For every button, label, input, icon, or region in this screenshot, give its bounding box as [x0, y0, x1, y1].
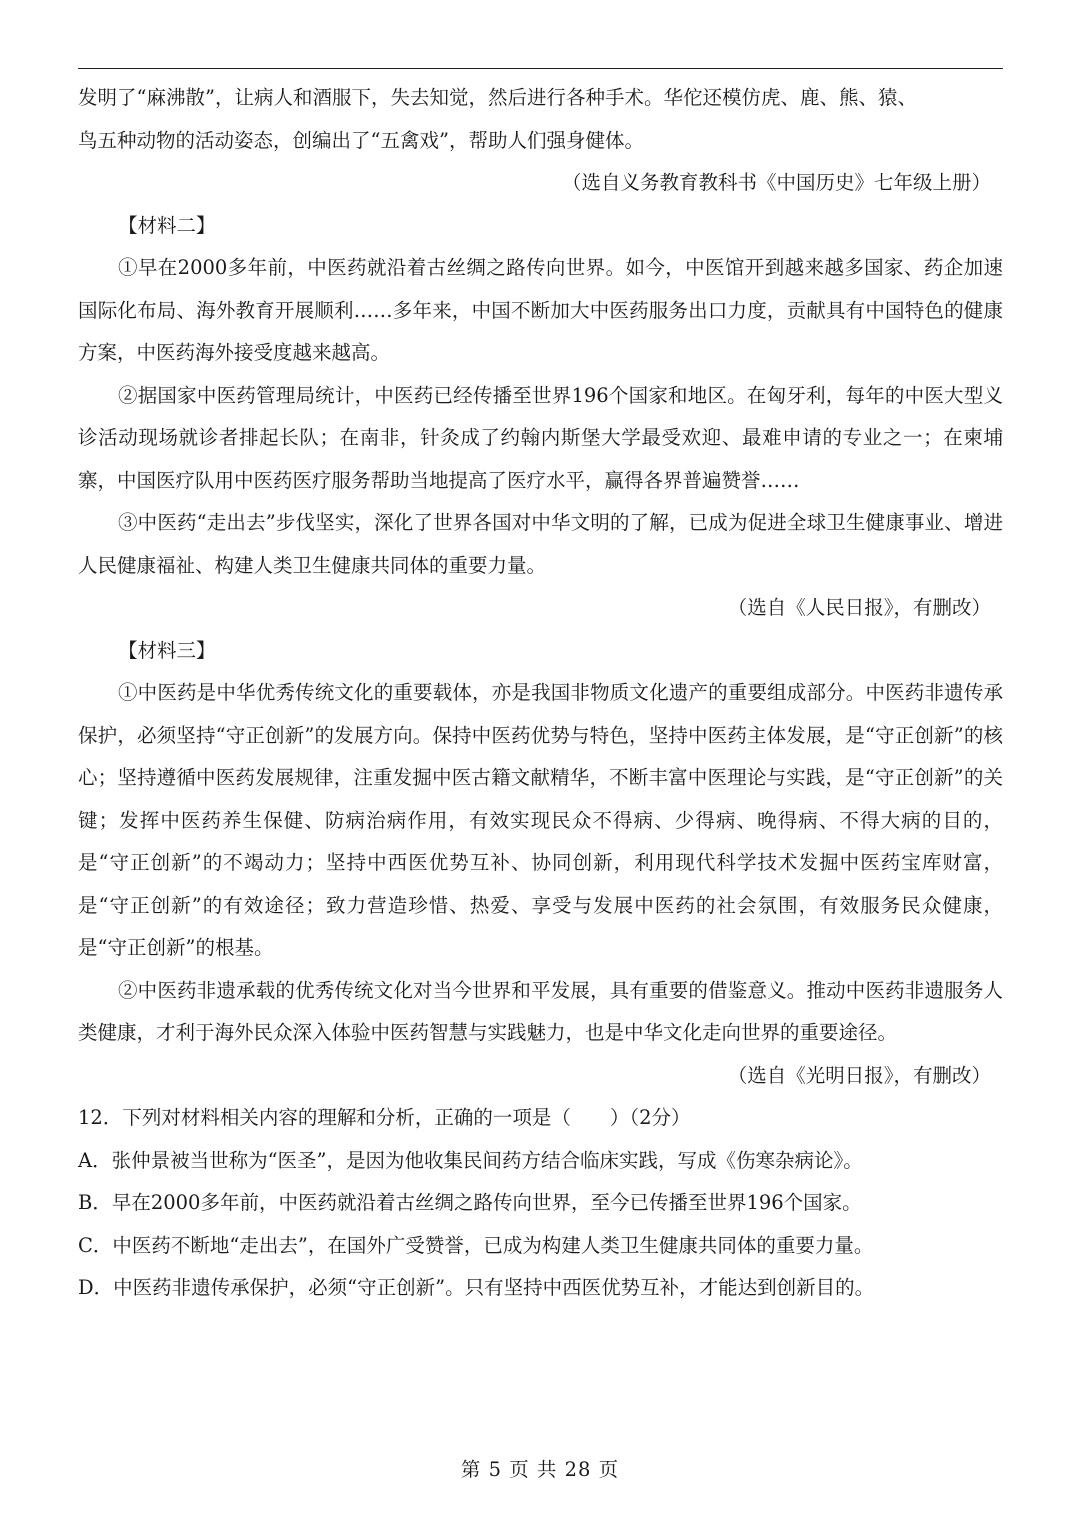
material-three-heading: 【材料三】: [118, 638, 216, 662]
material-two-source: （选自《人民日报》，有删改）: [727, 596, 991, 619]
question-12-option-b: B．早在2000多年前，中医药就沿着古丝绸之路传向世界，至今已传播至世界196个国家。: [78, 1191, 862, 1214]
question-12-option-c: C．中医药不断地“走出去”，在国外广受赞誉，已成为构建人类卫生健康共同体的重要力量。: [78, 1233, 874, 1257]
material-three-para-2: ②中医药非遗承载的优秀传统文化对当今世界和平发展，具有重要的借鉴意义。推动中医药非遗服务人类健康，才利于海外民众深入体验中医药智慧与实践魅力，也是中华文化走向世界的重要途径。: [78, 978, 1003, 1044]
question-12-option-d: D．中医药非遗传承保护，必须“守正创新”。只有坚持中西医优势互补，才能达到创新目的。: [78, 1276, 875, 1299]
header-rule: [78, 68, 1003, 69]
material-two-heading: 【材料二】: [118, 213, 216, 237]
material-one-line-1: 发明了“麻沸散”，让病人和酒服下，失去知觉，然后进行各种手术。华佗还模仿虎、鹿、熊、猿、: [78, 86, 917, 109]
page-number: 第 5 页 共 28 页: [460, 1458, 620, 1481]
material-one-source: （选自义务教育教科书《中国历史》七年级上册）: [561, 171, 991, 194]
material-two-para-2: ②据国家中医药管理局统计，中医药已经传播至世界196个国家和地区。在匈牙利，每年的中医大型义诊活动现场就诊者排起长队；在南非，针灸成了约翰内斯堡大学最受欢迎、最难申请的专业之一；在柬埔寨，中国医疗队用中医药医疗服务帮助当地提高了医疗水平，赢得各界普遍赞誉……: [78, 383, 1003, 492]
question-12-stem: 12．下列对材料相关内容的理解和分析，正确的一项是（ ）（2分）: [78, 1106, 691, 1129]
material-two-para-1: ①早在2000多年前，中医药就沿着古丝绸之路传向世界。如今，中医馆开到越来越多国家、药企加速国际化布局、海外教育开展顺利……多年来，中国不断加大中医药服务出口力度，贡献具有中国特色的健康方案，中医药海外接受度越来越高。: [78, 256, 1003, 364]
material-two-para-3: ③中医药“走出去”步伐坚实，深化了世界各国对中华文明的了解，已成为促进全球卫生健康事业、增进人民健康福祉、构建人类卫生健康共同体的重要力量。: [78, 511, 1003, 577]
material-one-line-2: 鸟五种动物的活动姿态，创编出了“五禽戏”，帮助人们强身健体。: [78, 128, 644, 152]
material-three-source: （选自《光明日报》，有删改）: [727, 1063, 991, 1087]
question-12-option-a: A．张仲景被当世称为“医圣”，是因为他收集民间药方结合临床实践，写成《伤寒杂病论》。: [78, 1148, 863, 1172]
material-three-para-1: ①中医药是中华优秀传统文化的重要载体，亦是我国非物质文化遗产的重要组成部分。中医药非遗传承保护，必须坚持“守正创新”的发展方向。保持中医药优势与特色，坚持中医药主体发展，是“守正创新”的核心；坚持遵循中医药发展规律，注重发掘中医古籍文献精华，不断丰富中医理论与实践，是“守正创新”的关键；发挥中医药养生保健、防病治病作用，有效实现民众不得病、少得病、晚得病、不得大病的目的，是“守正创新”的不竭动力；坚持中西医优势互补、协同创新，利用现代科学技术发掘中医药宝库财富，是“守正创新”的有效途径；致力营造珍惜、热爱、享受与发展中医药的社会氛围，有效服务民众健康，是“守正创新”的根基。: [78, 681, 1003, 959]
document-body: [78, 77, 1003, 1310]
